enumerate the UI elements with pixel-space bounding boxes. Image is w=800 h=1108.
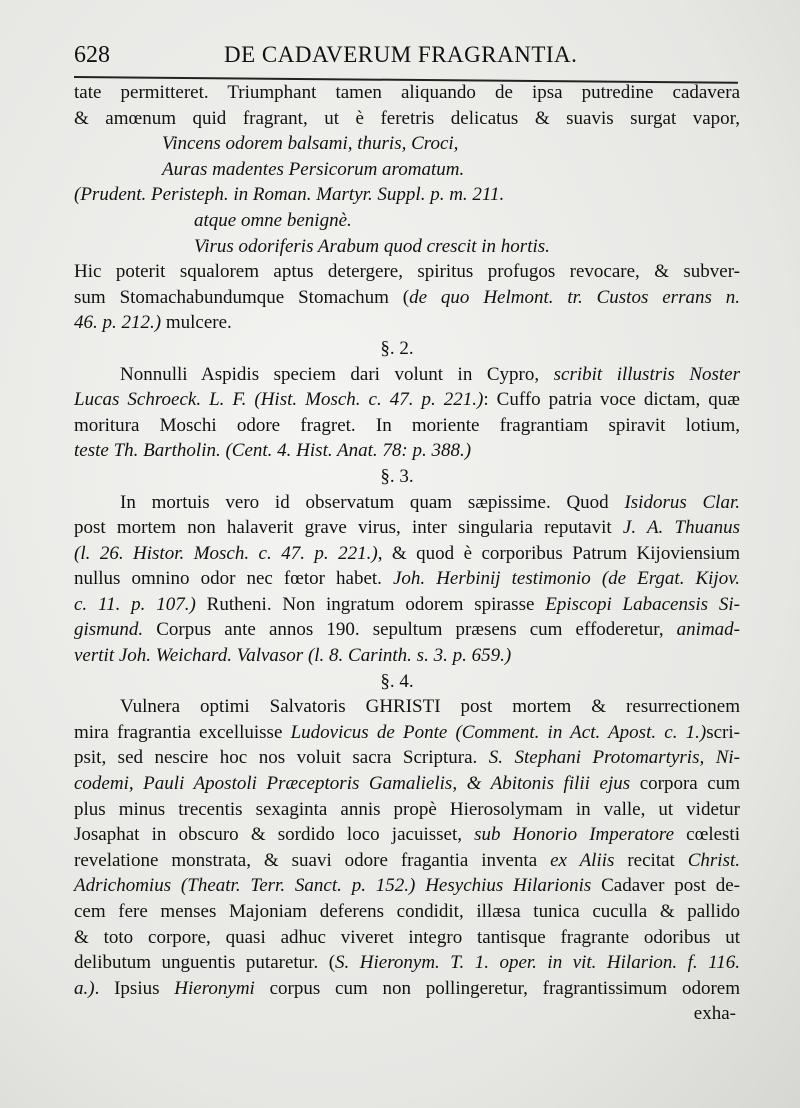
section-number: §. 2. <box>380 337 414 359</box>
text-line: psit, sed nescire hoc nos voluit sacra Scriptura. S. Stephani Protomartyris, Ni- <box>74 747 740 769</box>
section-number: §. 3. <box>380 465 414 487</box>
text-line: vertit Joh. Weichard. Valvasor (l. 8. Carinth. s. 3. p. 659.) <box>74 645 512 667</box>
text-line: 46. p. 212.) mulcere. <box>74 312 232 334</box>
verse-line: Auras madentes Persicorum aromatum. <box>162 158 465 180</box>
text-line: post mortem non halaverit grave virus, inter singularia reputavit J. A. Thuanus <box>74 517 740 539</box>
text-line: teste Th. Bartholin. (Cent. 4. Hist. Anat. 78: p. 388.) <box>74 440 472 462</box>
section-number: §. 4. <box>380 670 414 692</box>
text-line: gismund. Corpus ante annos 190. sepultum præsens cum effoderetur, animad- <box>74 619 740 641</box>
citation-line: (Prudent. Peristeph. in Roman. Martyr. Suppl. p. m. 211. <box>74 184 505 206</box>
text-line: (l. 26. Histor. Mosch. c. 47. p. 221.), & quod è corporibus Patrum Kijoviensium <box>74 542 740 564</box>
text-line: delibutum unguentis putaretur. (S. Hieronym. T. 1. oper. in vit. Hilarion. f. 116. <box>74 952 740 974</box>
catchword: exha- <box>693 1003 736 1025</box>
text-line: Adrichomius (Theatr. Terr. Sanct. p. 152.) Hesychius Hilarionis Cadaver post de- <box>74 875 740 897</box>
text-line: sum Stomachabundumque Stomachum (de quo Helmont. tr. Custos errans n. <box>74 286 740 308</box>
running-title: DE CADAVERUM FRAGRANTIA. <box>224 42 578 67</box>
text-line: Josaphat in obscuro & sordido loco jacuisset, sub Honorio Imperatore cœlesti <box>74 824 740 846</box>
page-body <box>74 80 740 1027</box>
text-line: plus minus trecentis sexaginta annis propè Hierosolymam in valle, ut videtur <box>74 798 740 820</box>
text-line: cem fere menses Majoniam deferens condidit, illæsa tunica cuculla & pallido <box>74 901 740 922</box>
text-line: a.). Ipsius Hieronymi corpus cum non pollingeretur, fragrantissimum odorem <box>74 977 740 999</box>
page-header <box>74 40 734 80</box>
text-line: Hic poterit squalorem aptus detergere, spiritus profugos revocare, & subver- <box>74 261 740 283</box>
text-line: & toto corpore, quasi adhuc viveret integro tantisque fragrante odoribus ut <box>74 926 740 948</box>
text-line: mira fragrantia excelluisse Ludovicus de Ponte (Comment. in Act. Apost. c. 1.)scri- <box>74 721 740 743</box>
verse-line: atque omne benignè. <box>194 209 352 231</box>
text-line: In mortuis vero id observatum quam sæpissime. Quod Isidorus Clar. <box>120 491 740 513</box>
text-line: Lucas Schroeck. L. F. (Hist. Mosch. c. 47. p. 221.): Cuffo patria voce dictam, quæ <box>74 389 740 411</box>
verse-line: Virus odoriferis Arabum quod crescit in hortis. <box>194 235 550 257</box>
text-line: moritura Moschi odore fragret. In moriente fragrantiam spiravit lotium, <box>74 414 740 436</box>
verse-line: Vincens odorem balsami, thuris, Croci, <box>162 133 459 155</box>
text-line: Nonnulli Aspidis speciem dari volunt in Cypro, scribit illustris Noster <box>120 363 740 385</box>
text-line: codemi, Pauli Apostoli Præceptoris Gamalielis, & Abitonis filii ejus corpora cum <box>74 773 740 795</box>
text-line: Vulnera optimi Salvatoris GHRISTI post mortem & resurrectionem <box>120 696 740 718</box>
text-line: & amœnum quid fragrant, ut è feretris delicatus & suavis surgat vapor, <box>74 107 740 129</box>
text-line: tate permitteret. Triumphant tamen aliquando de ipsa putredine cadavera <box>74 82 740 103</box>
text-line: revelatione monstrata, & suavi odore fragantia inventa ex Aliis recitat Christ. <box>74 849 741 871</box>
text-line: c. 11. p. 107.) Rutheni. Non ingratum odorem spirasse Episcopi Labacensis Si- <box>74 593 740 615</box>
page-number: 628 <box>74 42 110 68</box>
text-line: nullus omnino odor nec fœtor habet. Joh. Herbinij testimonio (de Ergat. Kijov. <box>74 568 740 590</box>
